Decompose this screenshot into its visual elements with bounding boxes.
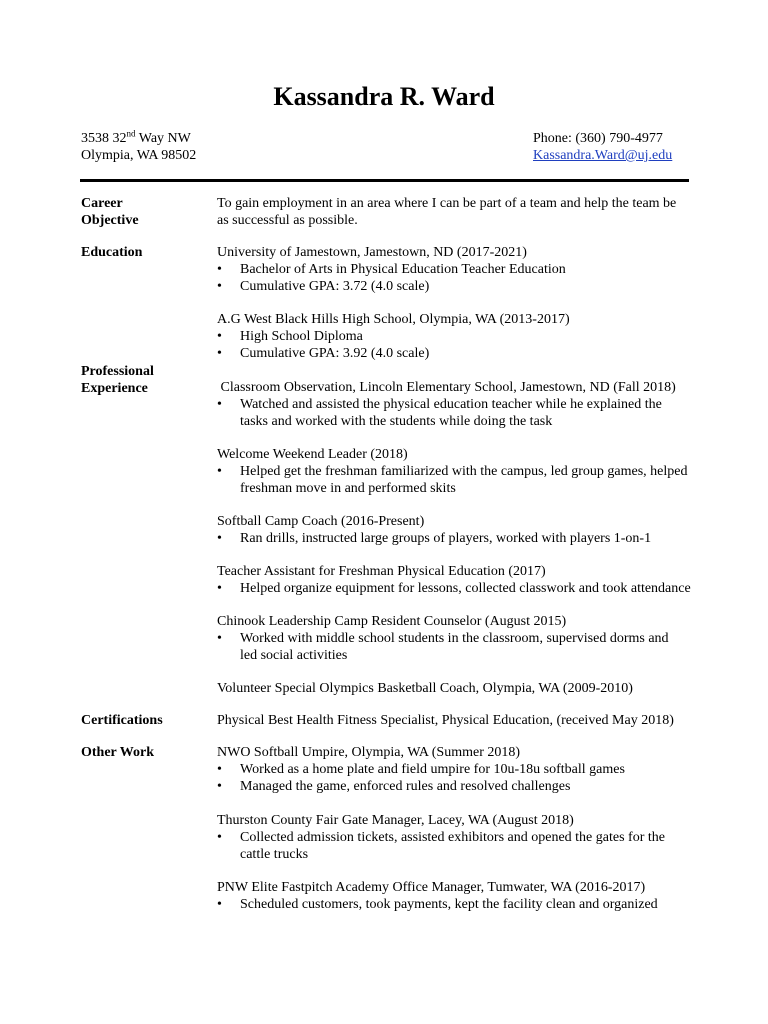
address-street-name: Way NW (135, 131, 191, 146)
education-entry-university (217, 244, 566, 295)
experience-entry (217, 513, 651, 547)
other-work-entry (217, 744, 625, 795)
address-ordinal-suffix: nd (126, 128, 136, 139)
other-work-entry (217, 879, 658, 913)
section-label-education: Education (81, 245, 143, 260)
other-work-bullet: • Scheduled customers, took payments, kept the facility clean and organized (217, 896, 658, 913)
section-label-professional-experience (81, 363, 201, 397)
address-street-number: 3538 32 (81, 131, 127, 146)
label-career: Career (81, 196, 123, 211)
other-work-bullet: • Managed the game, enforced rules and resolved challenges (217, 778, 625, 795)
objective-line-2: as successful as possible. (217, 213, 358, 228)
objective-line-1: To gain employment in an area where I can be part of a team and help the team be (217, 196, 677, 211)
experience-entry (217, 613, 669, 664)
experience-title: Volunteer Special Olympics Basketball Coach, Olympia, WA (2009-2010) (217, 681, 633, 696)
section-label-career-objective (81, 195, 201, 229)
experience-entry (217, 446, 687, 497)
experience-bullet (217, 396, 676, 430)
experience-bullet (217, 630, 669, 664)
experience-bullet-line-1: • Worked with middle school students in the classroom, supervised dorms and (240, 631, 669, 646)
other-work-title: PNW Elite Fastpitch Academy Office Manager, Tumwater, WA (2016-2017) (217, 880, 646, 895)
education-title: University of Jamestown, Jamestown, ND (2017-2021) (217, 245, 527, 260)
experience-entry (217, 680, 633, 697)
experience-bullet: • Ran drills, instructed large groups of players, worked with players 1-on-1 (217, 530, 651, 547)
experience-title: Chinook Leadership Camp Resident Counselor (August 2015) (217, 614, 567, 629)
experience-title: Welcome Weekend Leader (2018) (217, 447, 408, 462)
resume-name: Kassandra R. Ward (273, 82, 495, 111)
address-line-2: Olympia, WA 98502 (81, 148, 197, 163)
other-work-entry (217, 812, 665, 863)
experience-title: Teacher Assistant for Freshman Physical Education (2017) (217, 564, 546, 579)
other-work-bullet-line-1: • Collected admission tickets, assisted exhibitors and opened the gates for the (240, 830, 665, 845)
label-objective: Objective (81, 213, 139, 228)
label-professional: Professional (81, 364, 154, 379)
certification-text: Physical Best Health Fitness Specialist, Physical Education, (received May 2018) (217, 713, 674, 728)
other-work-title: NWO Softball Umpire, Olympia, WA (Summer 2018) (217, 745, 521, 760)
experience-bullet-line-2: tasks and worked with the students while doing the task (240, 414, 553, 429)
other-work-bullet: • Worked as a home plate and field umpire for 10u-18u softball games (217, 761, 625, 778)
experience-bullet-line-1: • Helped get the freshman familiarized with the campus, led group games, helped (240, 464, 688, 479)
other-work-bullet (217, 829, 665, 863)
section-label-other-work: Other Work (81, 745, 154, 760)
experience-bullet-line-2: led social activities (240, 648, 348, 663)
experience-bullet-line-2: freshman move in and performed skits (240, 481, 456, 496)
education-bullet: • Cumulative GPA: 3.92 (4.0 scale) (217, 345, 570, 362)
experience-title: Classroom Observation, Lincoln Elementary School, Jamestown, ND (Fall 2018) (217, 380, 676, 395)
email-link[interactable]: Kassandra.Ward@uj.edu (533, 148, 673, 163)
experience-bullet: • Helped organize equipment for lessons, collected classwork and took attendance (217, 580, 691, 597)
experience-bullet (217, 463, 687, 497)
experience-entry (217, 379, 676, 430)
education-bullet: • Bachelor of Arts in Physical Education Teacher Education (217, 261, 566, 278)
header-divider (80, 179, 689, 182)
address-block (81, 130, 196, 164)
other-work-bullet-line-2: cattle trucks (240, 847, 309, 862)
label-experience: Experience (81, 381, 148, 396)
experience-bullet-line-1: • Watched and assisted the physical education teacher while he explained the (240, 397, 662, 412)
phone-number: Phone: (360) 790-4977 (533, 131, 663, 146)
education-title: A.G West Black Hills High School, Olympia, WA (2013-2017) (217, 312, 570, 327)
address-line-1 (81, 130, 196, 147)
contact-block (533, 130, 672, 164)
objective-text (217, 195, 676, 229)
education-bullet: • Cumulative GPA: 3.72 (4.0 scale) (217, 278, 566, 295)
other-work-title: Thurston County Fair Gate Manager, Lacey, WA (August 2018) (217, 813, 574, 828)
section-label-certifications: Certifications (81, 713, 163, 728)
education-entry-high-school (217, 311, 570, 362)
experience-entry (217, 563, 691, 597)
education-bullet: • High School Diploma (217, 328, 570, 345)
experience-title: Softball Camp Coach (2016-Present) (217, 514, 425, 529)
